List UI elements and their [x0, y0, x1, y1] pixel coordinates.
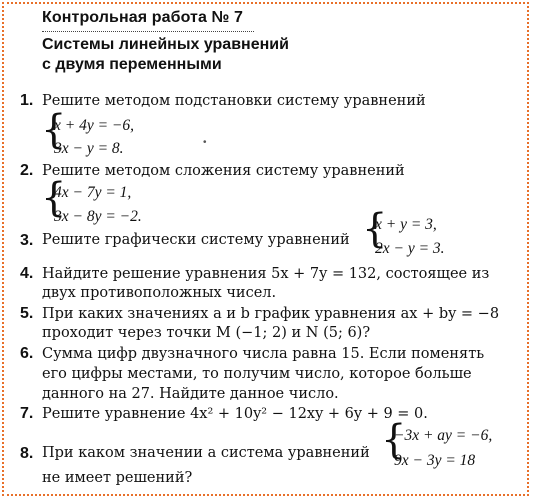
- task-text: Решите методом подстановки систему уравнений: [42, 93, 426, 109]
- task-number: 1.: [20, 92, 34, 109]
- task-number: 8.: [20, 445, 34, 462]
- worksheet-subtitle-line1: Системы линейных уравнений: [42, 36, 289, 53]
- task-text: Решите уравнение 4x² + 10y² − 12xy + 6y + 9 = 0.: [42, 406, 428, 422]
- task-text: Решите графически систему уравнений: [42, 232, 350, 248]
- system-brace: {: [41, 107, 67, 153]
- equation: 2x − y = 3.: [375, 240, 445, 257]
- task-text-line: Найдите решение уравнения 5x + 7y = 132, состоящее из: [42, 266, 490, 282]
- equation: 4x − 7y = 1,: [54, 184, 132, 201]
- system-brace: {: [41, 175, 67, 221]
- equation: 9x − 3y = 18: [394, 452, 476, 469]
- equation: x + y = 3,: [375, 216, 437, 233]
- equation: 3x − y = 8.: [54, 140, 124, 157]
- stray-dot: •: [203, 137, 207, 148]
- task-text-line: двух противоположных чисел.: [42, 285, 277, 301]
- task-text: Решите методом сложения систему уравнений: [42, 163, 405, 179]
- title-underline: [42, 31, 254, 32]
- task-text-line: его цифры местами, то получим число, которое больше: [42, 366, 472, 382]
- system-brace: {: [362, 206, 388, 252]
- task-text: При каком значении a система уравнений: [42, 445, 370, 461]
- task-number: 6.: [20, 345, 34, 362]
- equation: 3x − 8y = −2.: [54, 208, 142, 225]
- task-number: 3.: [20, 232, 34, 249]
- system-brace: {: [381, 417, 407, 463]
- worksheet-subtitle-line2: с двумя переменными: [42, 56, 222, 73]
- task-text-line: При каких значениях a и b график уравнения ax + by = −8: [42, 306, 500, 322]
- task-text-line: данного на 27. Найдите данное число.: [42, 386, 339, 402]
- task-number: 5.: [20, 305, 34, 322]
- equation: x + 4y = −6,: [54, 117, 135, 134]
- task-text-line: Сумма цифр двузначного числа равна 15. Если поменять: [42, 346, 485, 362]
- task-number: 2.: [20, 162, 34, 179]
- worksheet-title: Контрольная работа № 7: [42, 9, 244, 26]
- equation: −3x + ay = −6,: [394, 427, 493, 444]
- task-text-line: не имеет решений?: [42, 470, 193, 486]
- task-number: 4.: [20, 265, 34, 282]
- task-text-line: проходит через точки M (−1; 2) и N (5; 6)?: [42, 325, 371, 341]
- task-number: 7.: [20, 405, 34, 422]
